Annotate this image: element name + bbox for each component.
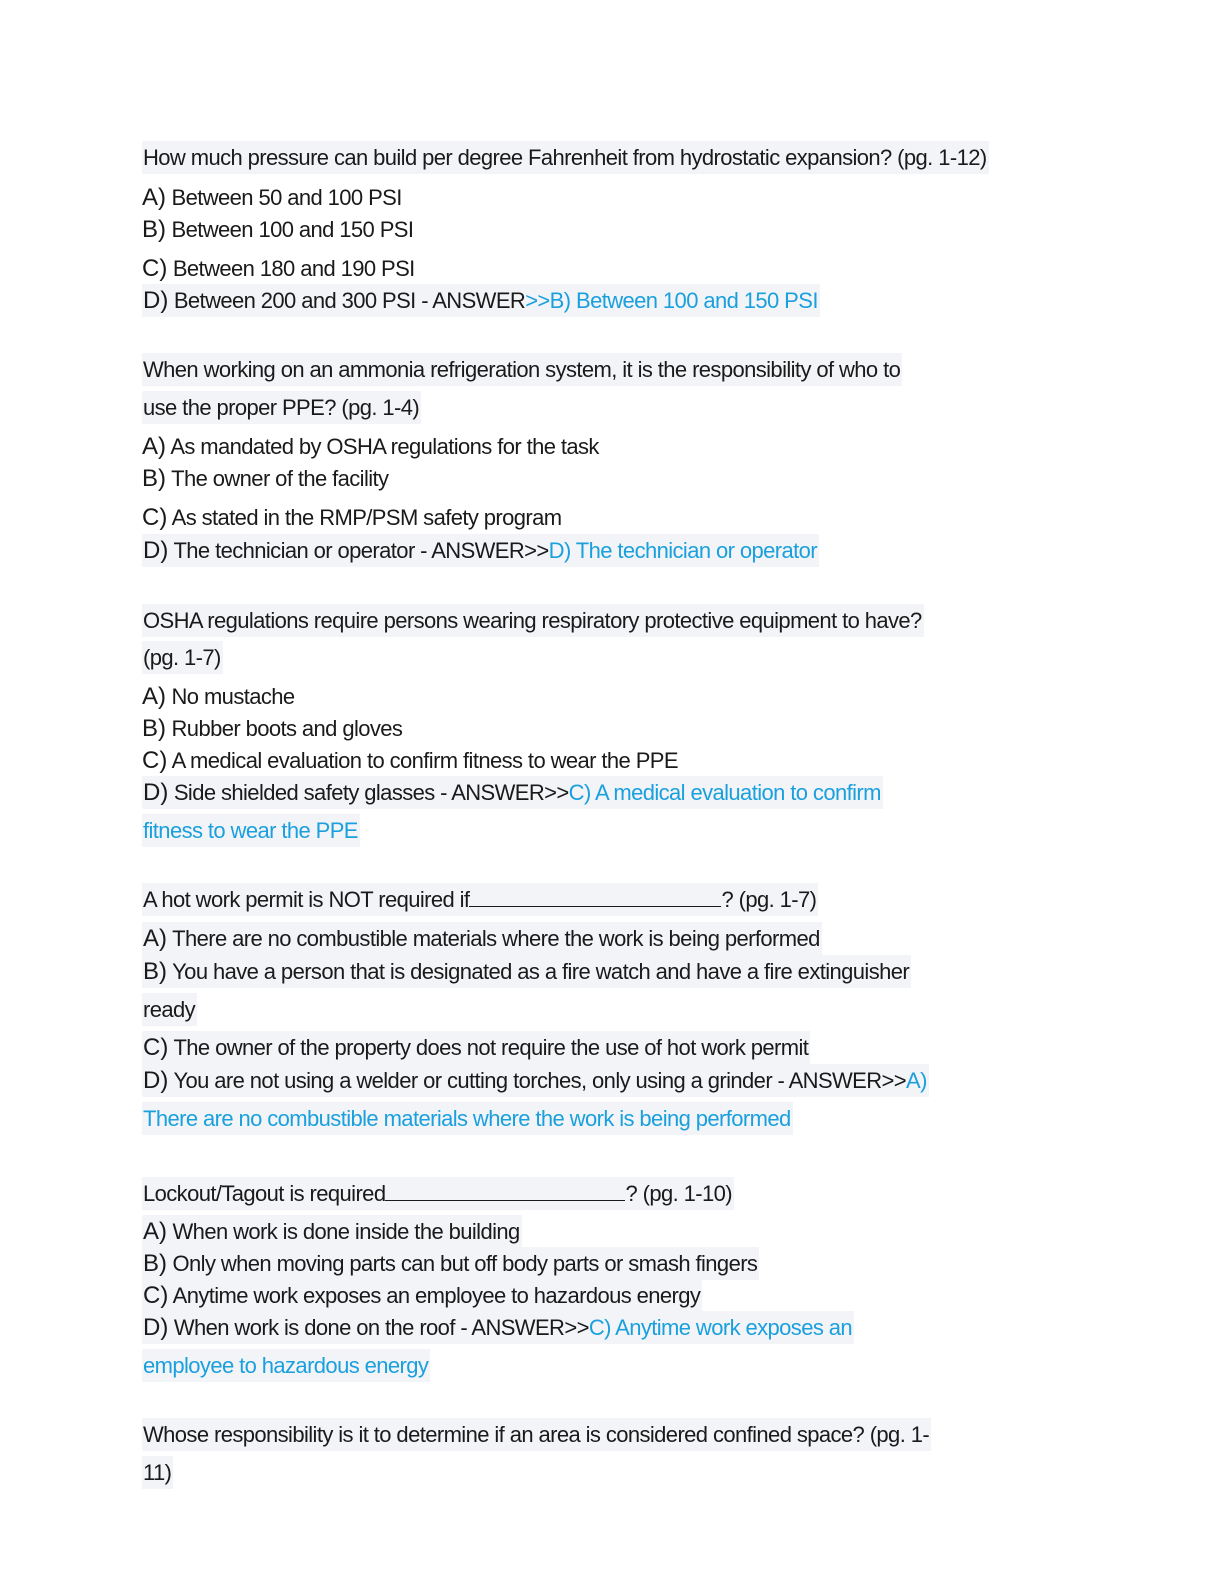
question-2-option-b: B) The owner of the facility xyxy=(142,465,389,492)
question-5-option-d: D) When work is done on the roof - ANSWER>>C) Anytime work exposes an xyxy=(142,1313,854,1343)
question-5-answer-line-1: C) Anytime work exposes an xyxy=(588,1315,853,1340)
question-2-option-a: A) As mandated by OSHA regulations for the task xyxy=(142,433,599,460)
question-2-option-d: D) The technician or operator - ANSWER>>D) The technician or operator xyxy=(142,536,819,566)
question-4-option-a: A) There are no combustible materials where the work is being performed xyxy=(142,924,822,954)
question-1-answer: >>B) Between 100 and 150 PSI xyxy=(525,288,818,313)
question-4-option-b-continued: ready xyxy=(142,995,197,1025)
question-3-option-c: C) A medical evaluation to confirm fitness to wear the PPE xyxy=(142,747,678,774)
question-5-option-c: C) Anytime work exposes an employee to hazardous energy xyxy=(142,1281,702,1311)
question-2-stem-line-1: When working on an ammonia refrigeration system, it is the responsibility of who to xyxy=(142,355,902,385)
question-4-answer-line-2-row xyxy=(142,1104,793,1134)
question-1-stem: How much pressure can build per degree Fahrenheit from hydrostatic expansion? (pg. 1-12) xyxy=(142,143,989,173)
question-2-option-c: C) As stated in the RMP/PSM safety program xyxy=(142,504,562,531)
question-4-answer-line-1: A) xyxy=(906,1068,927,1093)
question-1-option-a: A) Between 50 and 100 PSI xyxy=(142,184,402,211)
question-5-option-b: B) Only when moving parts can but off body parts or smash fingers xyxy=(142,1249,759,1279)
question-5-answer-line-2-row xyxy=(142,1351,430,1381)
question-5-answer-line-2: employee to hazardous energy xyxy=(142,1349,430,1382)
fill-in-blank xyxy=(385,1180,625,1201)
question-3-stem-line-2: (pg. 1-7) xyxy=(142,643,223,673)
question-2-answer: D) The technician or operator xyxy=(548,538,818,563)
question-3-answer-line-2: fitness to wear the PPE xyxy=(142,814,360,847)
question-3-answer-line-1: C) A medical evaluation to confirm xyxy=(568,780,881,805)
question-2-stem-line-2: use the proper PPE? (pg. 1-4) xyxy=(142,393,421,423)
question-1-option-b: B) Between 100 and 150 PSI xyxy=(142,216,414,243)
question-1-option-c: C) Between 180 and 190 PSI xyxy=(142,255,415,282)
question-3-option-b: B) Rubber boots and gloves xyxy=(142,715,403,742)
fill-in-blank xyxy=(469,886,721,907)
question-6-stem-line-2: 11) xyxy=(142,1458,173,1488)
question-4-option-d: D) You are not using a welder or cutting torches, only using a grinder - ANSWER>>A) xyxy=(142,1066,929,1096)
question-5-stem: Lockout/Tagout is required ? (pg. 1-10) xyxy=(142,1179,734,1209)
question-4-option-b: B) You have a person that is designated as a fire watch and have a fire extinguisher xyxy=(142,957,911,987)
question-1-option-d: D) Between 200 and 300 PSI - ANSWER>>B) Between 100 and 150 PSI xyxy=(142,286,820,316)
question-3-option-d: D) Side shielded safety glasses - ANSWER>>C) A medical evaluation to confirm xyxy=(142,778,883,808)
question-5-option-a: A) When work is done inside the building xyxy=(142,1217,522,1247)
question-4-option-c: C) The owner of the property does not require the use of hot work permit xyxy=(142,1033,810,1063)
question-6-stem-line-1: Whose responsibility is it to determine if an area is considered confined space? (pg. 1- xyxy=(142,1420,931,1450)
question-4-stem: A hot work permit is NOT required if ? (pg. 1-7) xyxy=(142,885,818,915)
question-3-stem-line-1: OSHA regulations require persons wearing respiratory protective equipment to have? xyxy=(142,606,924,636)
question-3-option-a: A) No mustache xyxy=(142,683,295,710)
question-3-answer-line-2-row xyxy=(142,816,360,846)
question-4-answer-line-2: There are no combustible materials where the work is being performed xyxy=(142,1102,793,1135)
